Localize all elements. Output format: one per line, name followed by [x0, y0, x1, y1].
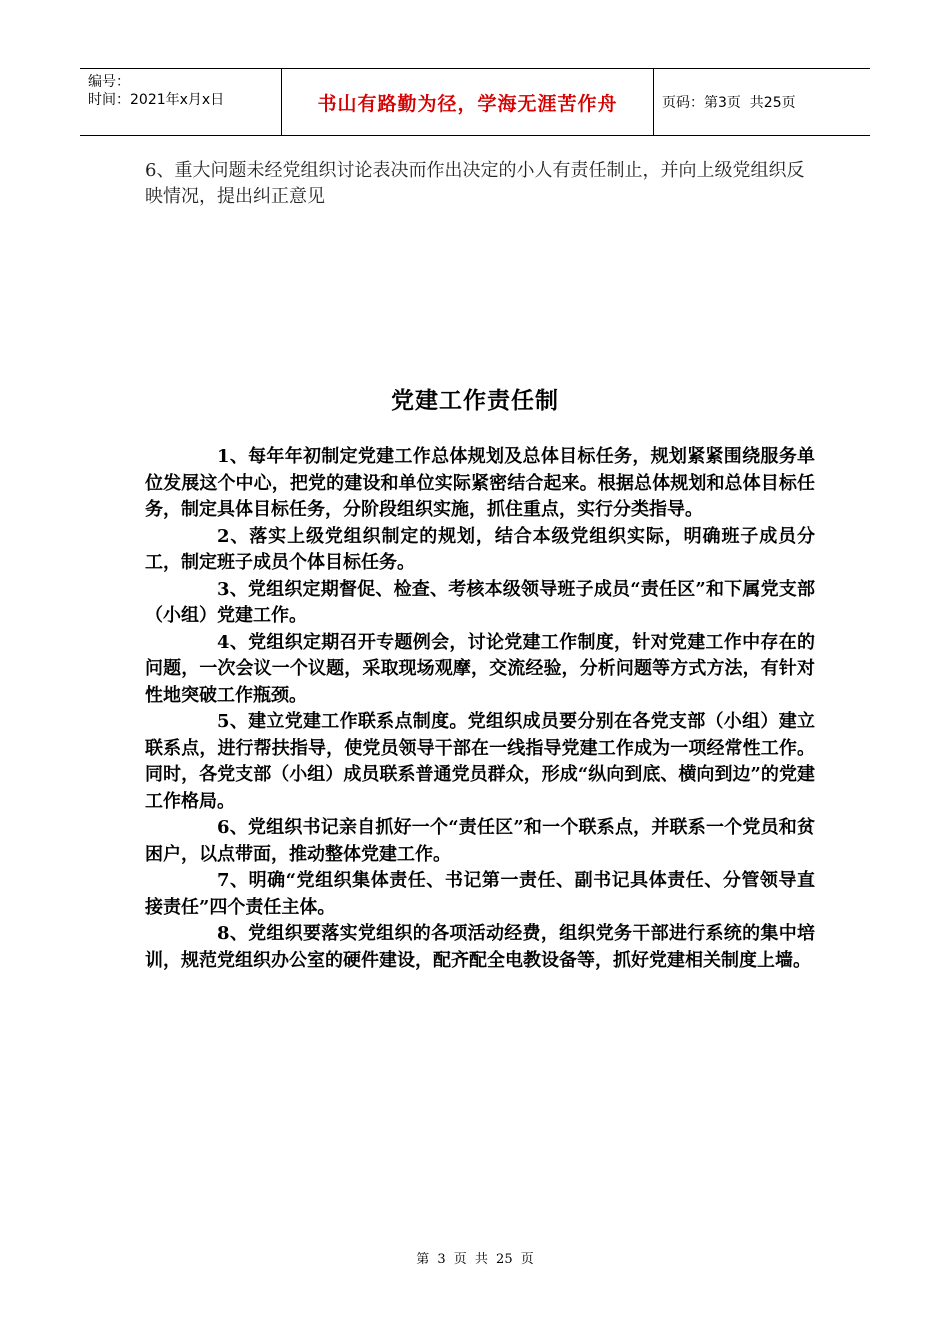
- previous-paragraph: 6、重大问题未经党组织讨论表决而作出决定的小人有责任制止，并向上级党组织反映情况，提出纠正意见: [145, 160, 805, 207]
- time-label: 时间：2021年x月x日: [88, 92, 225, 108]
- number-label: 编号：: [88, 74, 130, 90]
- paragraph: 7、明确“党组织集体责任、书记第一责任、副书记具体责任、分管领导直接责任”四个责任主体。: [145, 870, 815, 918]
- paragraph: 1、每年年初制定党建工作总体规划及总体目标任务，规划紧紧围绕服务单位发展这个中心，把党的建设和单位实际紧密结合起来。根据总体规划和总体目标任务，制定具体目标任务，分阶段组织实施，抓住重点，实行分类指导。: [145, 446, 815, 520]
- document-body: [145, 444, 815, 974]
- paragraph: 4、党组织定期召开专题例会，讨论党建工作制度，针对党建工作中存在的问题，一次会议一个议题，采取现场观摩，交流经验，分析问题等方式方法，有针对性地突破工作瓶颈。: [145, 631, 815, 706]
- header-meta: [80, 69, 282, 135]
- page-footer: 第 3 页 共 25 页: [416, 1252, 534, 1267]
- page-header: [80, 68, 870, 136]
- paragraph: 5、建立党建工作联系点制度。党组织成员要分别在各党支部（小组）建立联系点，进行帮扶指导，使党员领导干部在一线指导党建工作成为一项经常性工作。同时，各党支部（小组）成员联系普通党员群众，形成“纵向到底、横向到边”的党建工作格局。: [145, 711, 815, 812]
- header-motto: 书山有路勤为径，学海无涯苦作舟: [282, 69, 654, 135]
- paragraph: 2、落实上级党组织制定的规划，结合本级党组织实际，明确班子成员分工，制定班子成员个体目标任务。: [145, 525, 815, 573]
- header-page-info: 页码：第3页 共25页: [662, 95, 796, 111]
- paragraph: 8、党组织要落实党组织的各项活动经费，组织党务干部进行系统的集中培训，规范党组织办公室的硬件建设，配齐配全电教设备等，抓好党建相关制度上墙。: [145, 923, 815, 971]
- document-title: 党建工作责任制: [391, 387, 559, 414]
- paragraph: 6、党组织书记亲自抓好一个“责任区”和一个联系点，并联系一个党员和贫困户，以点带面，推动整体党建工作。: [145, 817, 815, 865]
- paragraph: 3、党组织定期督促、检查、考核本级领导班子成员“责任区”和下属党支部（小组）党建工作。: [145, 578, 815, 626]
